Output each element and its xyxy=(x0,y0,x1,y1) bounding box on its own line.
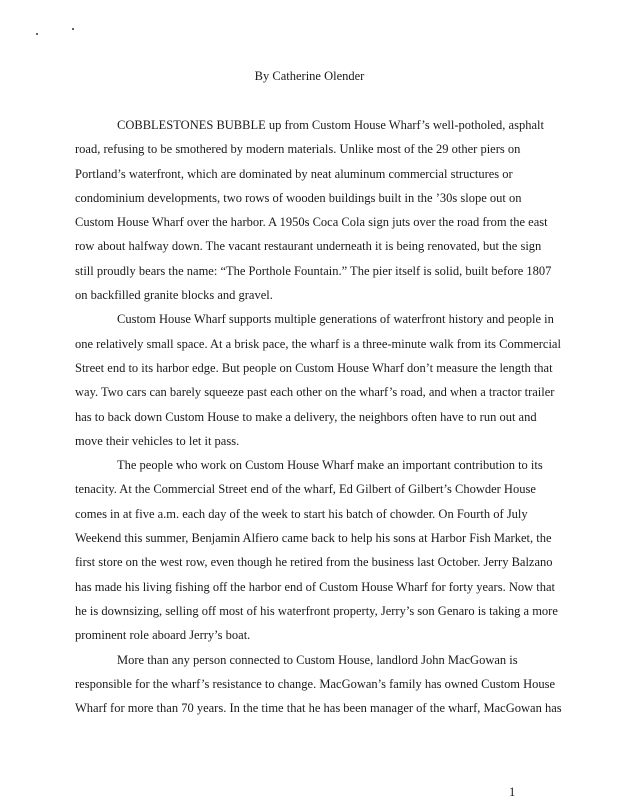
text-line: Wharf for more than 70 years. In the time that he has been manager of the wharf, MacGowan has xyxy=(75,701,562,716)
text-line: comes in at five a.m. each day of the week to start his batch of chowder. On Fourth of July xyxy=(75,506,528,521)
text-line: COBBLESTONES BUBBLE up from Custom House Wharf’s well-potholed, asphalt xyxy=(117,118,544,132)
paragraph xyxy=(75,648,562,721)
text-line: The people who work on Custom House Wharf make an important contribution to its xyxy=(117,458,543,473)
scan-speck xyxy=(72,28,74,30)
text-line: has to back down Custom House to make a delivery, the neighbors often have to run out and xyxy=(75,409,537,424)
text-line: way. Two cars can barely squeeze past each other on the wharf’s road, and when a tractor trailer xyxy=(75,385,555,400)
text-line: Custom House Wharf over the harbor. A 1950s Coca Cola sign juts over the road from the east xyxy=(75,215,548,230)
text-line: on backfilled granite blocks and gravel. xyxy=(75,288,273,303)
text-line: road, refusing to be smothered by modern materials. Unlike most of the 29 other piers on xyxy=(75,142,521,157)
page-number: 1 xyxy=(509,785,516,799)
text-line: first store on the west row, even though he retired from the business last October. Jerry Balzano xyxy=(75,555,553,570)
paragraph xyxy=(75,453,558,647)
scan-speck xyxy=(36,33,38,35)
text-line: responsible for the wharf’s resistance to change. MacGowan’s family has owned Custom House xyxy=(75,676,556,691)
text-line: row about halfway down. The vacant restaurant underneath it is being renovated, but the sign xyxy=(75,239,542,254)
text-line: Custom House Wharf supports multiple generations of waterfront history and people in xyxy=(117,312,554,327)
paragraph xyxy=(75,307,561,453)
text-line: Street end to its harbor edge. But people on Custom House Wharf don’t measure the length that xyxy=(75,360,553,375)
text-line: he is downsizing, selling off most of his waterfront property, Jerry’s son Genaro is taking a more xyxy=(75,603,558,618)
text-line: tenacity. At the Commercial Street end of the wharf, Ed Gilbert of Gilbert’s Chowder House xyxy=(75,482,536,497)
byline: By Catherine Olender xyxy=(254,69,365,83)
text-line: one relatively small space. At a brisk pace, the wharf is a three-minute walk from its Commercial xyxy=(75,336,561,351)
text-line: Portland’s waterfront, which are dominated by neat aluminum commercial structures or xyxy=(75,166,513,181)
article-body xyxy=(75,113,562,720)
text-line: move their vehicles to let it pass. xyxy=(75,433,240,448)
paragraph xyxy=(75,113,555,307)
text-line: condominium developments, two rows of wooden buildings built in the ’30s slope out on xyxy=(75,190,522,205)
text-line: More than any person connected to Custom House, landlord John MacGowan is xyxy=(117,652,518,667)
text-line: Weekend this summer, Benjamin Alfiero came back to help his sons at Harbor Fish Market, the xyxy=(75,531,552,546)
text-line: prominent role aboard Jerry’s boat. xyxy=(75,628,251,643)
text-line: still proudly bears the name: “The Porthole Fountain.” The pier itself is solid, built before 1807 xyxy=(75,263,552,278)
text-line: has made his living fishing off the harbor end of Custom House Wharf for forty years. Now that xyxy=(75,579,555,594)
